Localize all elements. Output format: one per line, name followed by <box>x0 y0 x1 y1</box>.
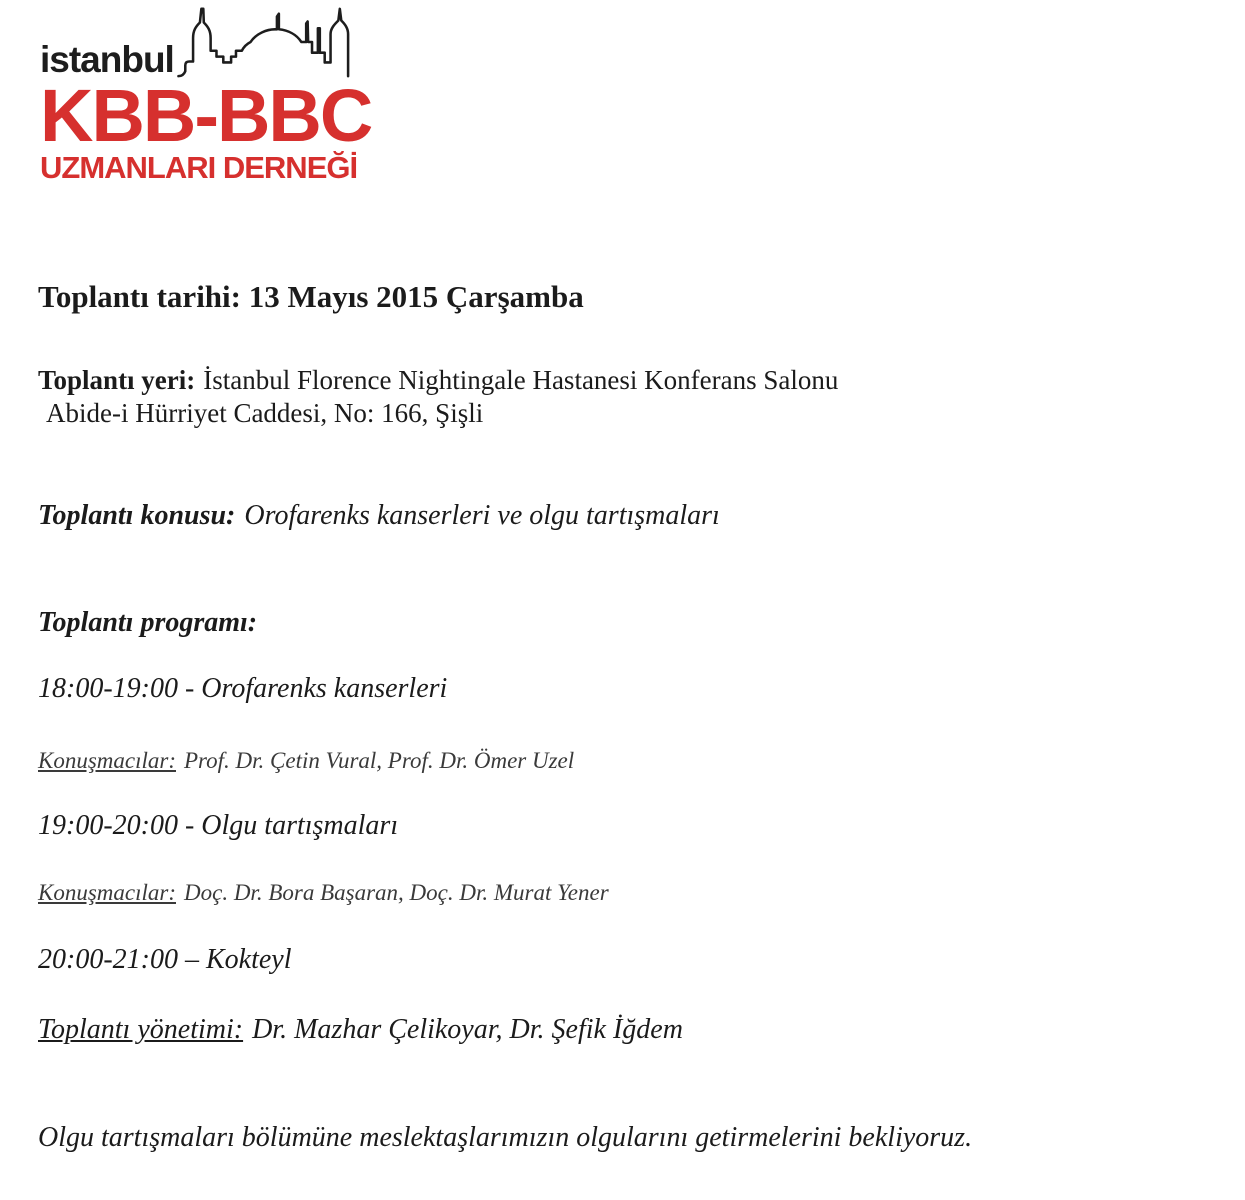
meeting-topic-label: Toplantı konusu: <box>38 500 236 531</box>
closing-note: Olgu tartışmaları bölümüne meslektaşlarımızın olgularını getirmelerini bekliyoruz. <box>38 1122 973 1153</box>
speakers-value: Prof. Dr. Çetin Vural, Prof. Dr. Ömer Uzel <box>184 748 575 773</box>
speakers-label: Konuşmacılar: <box>38 748 176 773</box>
speakers-label: Konuşmacılar: <box>38 880 176 905</box>
meeting-venue-label: Toplantı yeri: <box>38 365 196 395</box>
program-session-1-speakers-line <box>38 748 574 774</box>
association-logo <box>40 8 400 186</box>
meeting-venue-line <box>38 364 838 397</box>
meeting-date-line <box>38 279 584 315</box>
logo-top-row <box>40 8 400 80</box>
logo-subtitle: UZMANLARI DERNEĞİ <box>40 150 358 186</box>
program-session-2: 19:00-20:00 - Olgu tartışmaları <box>38 810 399 841</box>
program-session-1: 18:00-19:00 - Orofarenks kanserleri <box>38 673 448 704</box>
meeting-management-value: Dr. Mazhar Çelikoyar, Dr. Şefik İğdem <box>252 1014 683 1045</box>
meeting-management-line <box>38 1014 683 1046</box>
program-heading: Toplantı programı: <box>38 607 258 638</box>
meeting-venue-value: İstanbul Florence Nightingale Hastanesi Konferans Salonu <box>203 365 839 395</box>
meeting-management-label: Toplantı yönetimi: <box>38 1014 244 1045</box>
speakers-value: Doç. Dr. Bora Başaran, Doç. Dr. Murat Yener <box>184 880 609 905</box>
meeting-venue-address: Abide-i Hürriyet Caddesi, No: 166, Şişli <box>46 397 484 428</box>
istanbul-skyline-icon <box>176 2 372 85</box>
program-session-2-speakers-line <box>38 880 609 906</box>
meeting-topic-line <box>38 500 720 532</box>
meeting-date-value: 13 Mayıs 2015 Çarşamba <box>248 279 584 314</box>
program-session-3: 20:00-21:00 – Kokteyl <box>38 944 292 975</box>
meeting-venue-block <box>38 364 838 430</box>
meeting-date-label: Toplantı tarihi: <box>38 279 241 314</box>
logo-acronym: KBB-BBC <box>40 74 372 157</box>
meeting-topic-value: Orofarenks kanserleri ve olgu tartışmaları <box>244 500 720 531</box>
logo-istanbul-text: istanbul <box>40 39 174 80</box>
